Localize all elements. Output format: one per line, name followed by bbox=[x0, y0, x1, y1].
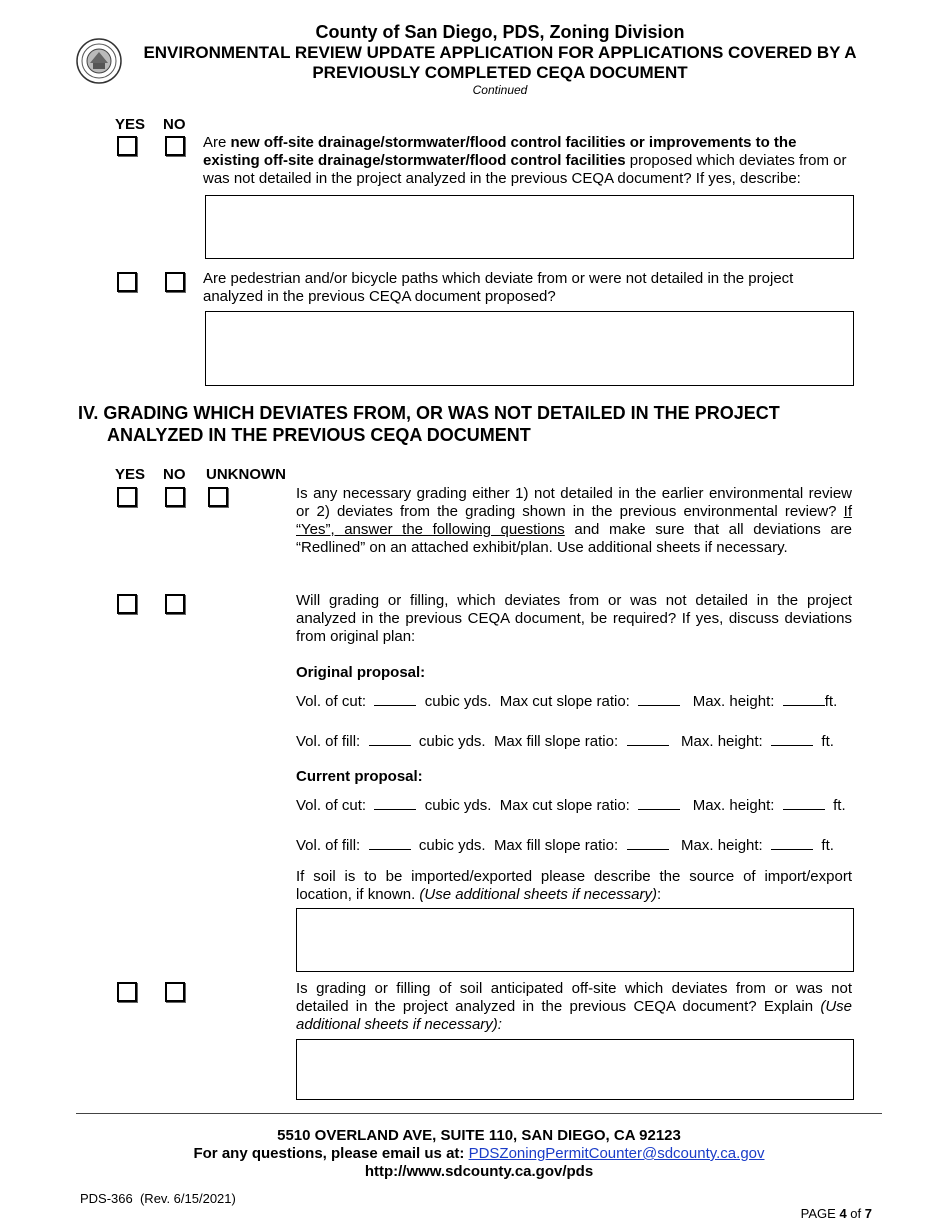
form-id: PDS-366 (Rev. 6/15/2021) bbox=[80, 1191, 236, 1206]
email-link[interactable]: PDSZoningPermitCounter@sdcounty.ca.gov bbox=[468, 1145, 765, 1162]
no-column-header-2: NO bbox=[163, 466, 186, 483]
original-fill-volume-input[interactable] bbox=[369, 732, 411, 746]
original-fill-height-input[interactable] bbox=[771, 732, 813, 746]
offsite-grading-question: Is grading or filling of soil anticipated off-site which deviates from or was not detailed in the project analyzed in the previous CEQA document? Explain (Use additional sheets if necessary): bbox=[296, 980, 852, 1033]
footer-divider bbox=[76, 1113, 882, 1114]
original-cut-volume-input[interactable] bbox=[374, 692, 416, 706]
offsite-explanation-field[interactable] bbox=[296, 1039, 854, 1100]
paths-question: Are pedestrian and/or bicycle paths which deviate from or were not detailed in the project analyzed in the previous CEQA document proposed? bbox=[203, 270, 794, 305]
unknown-column-header: UNKNOWN bbox=[206, 466, 286, 483]
original-fill-row: Vol. of fill: cubic yds. Max fill slope ratio: Max. height: ft. bbox=[296, 733, 834, 750]
original-fill-slope-input[interactable] bbox=[627, 732, 669, 746]
offsite-note-italic: (Use additional sheets if necessary): bbox=[296, 998, 852, 1033]
grading-unknown-checkbox[interactable] bbox=[208, 487, 228, 507]
soil-location-field[interactable] bbox=[296, 908, 854, 972]
drainage-description-field[interactable] bbox=[205, 195, 854, 259]
soil-note-italic: (Use additional sheets if necessary) bbox=[419, 886, 658, 903]
current-proposal-heading: Current proposal: bbox=[296, 768, 423, 785]
no-column-header: NO bbox=[163, 116, 186, 133]
section-iv-title: IV. GRADING WHICH DEVIATES FROM, OR WAS NOT DETAILED IN THE PROJECT ANALYZED IN THE PREVIOUS CEQA DOCUMENT bbox=[78, 403, 780, 445]
soil-import-export-question: If soil is to be imported/exported please describe the source of import/export location, if known. (Use additional sheets if necessary): bbox=[296, 868, 852, 903]
footer-address: 5510 OVERLAND AVE, SUITE 110, SAN DIEGO, CA 92123 bbox=[277, 1127, 681, 1144]
yes-column-header-2: YES bbox=[115, 466, 146, 483]
grading-instruction-underlined: If “Yes”, answer the following questions bbox=[296, 503, 852, 538]
original-proposal-heading: Original proposal: bbox=[296, 664, 426, 681]
filling-question: Will grading or filling, which deviates from or was not detailed in the project analyzed in the previous CEQA document, be required? If yes, discuss deviations from original plan: bbox=[296, 592, 852, 645]
header-subtitle-line1: ENVIRONMENTAL REVIEW UPDATE APPLICATION FOR APPLICATIONS COVERED BY A bbox=[143, 43, 857, 62]
grading-no-checkbox[interactable] bbox=[165, 487, 185, 507]
current-cut-row: Vol. of cut: cubic yds. Max cut slope ratio: Max. height: ft. bbox=[296, 797, 846, 814]
paths-no-checkbox[interactable] bbox=[165, 272, 185, 292]
offsite-no-checkbox[interactable] bbox=[165, 982, 185, 1002]
current-cut-slope-input[interactable] bbox=[638, 796, 680, 810]
drainage-question-bold: new off-site drainage/stormwater/flood control facilities or improvements to the existing off-site drainage/stormwater/flood control facilities bbox=[203, 134, 797, 169]
offsite-yes-checkbox[interactable] bbox=[117, 982, 137, 1002]
filling-yes-checkbox[interactable] bbox=[117, 594, 137, 614]
current-cut-height-input[interactable] bbox=[783, 796, 825, 810]
footer-website: http://www.sdcounty.ca.gov/pds bbox=[364, 1163, 594, 1180]
yes-column-header: YES bbox=[115, 116, 146, 133]
current-fill-slope-input[interactable] bbox=[627, 836, 669, 850]
grading-question: Is any necessary grading either 1) not detailed in the earlier environmental review or 2) deviates from the grading shown in the previous environmental review? If “Yes”, answer the following questions and make sure that all deviations are “Redlined” on an attached exhibit/plan. Use additional sheets if necessary. bbox=[296, 485, 852, 556]
current-cut-volume-input[interactable] bbox=[374, 796, 416, 810]
header-subtitle-line2: PREVIOUSLY COMPLETED CEQA DOCUMENT bbox=[312, 63, 688, 82]
header-continued: Continued bbox=[472, 83, 528, 97]
drainage-yes-checkbox[interactable] bbox=[117, 136, 137, 156]
original-cut-height-input[interactable] bbox=[783, 692, 825, 706]
page-number: PAGE 4 of 7 bbox=[800, 1206, 872, 1221]
original-cut-slope-input[interactable] bbox=[638, 692, 680, 706]
current-fill-row: Vol. of fill: cubic yds. Max fill slope ratio: Max. height: ft. bbox=[296, 837, 834, 854]
drainage-question: Are new off-site drainage/stormwater/flood control facilities or improvements to the existing off-site drainage/stormwater/flood control facilities proposed which deviates from or was not detailed in the project analyzed in the previous CEQA document? If yes, describe: bbox=[203, 134, 847, 187]
paths-yes-checkbox[interactable] bbox=[117, 272, 137, 292]
current-fill-height-input[interactable] bbox=[771, 836, 813, 850]
header-title: County of San Diego, PDS, Zoning Division bbox=[315, 22, 685, 42]
grading-yes-checkbox[interactable] bbox=[117, 487, 137, 507]
paths-description-field[interactable] bbox=[205, 311, 854, 386]
drainage-no-checkbox[interactable] bbox=[165, 136, 185, 156]
current-fill-volume-input[interactable] bbox=[369, 836, 411, 850]
footer-email-line: For any questions, please email us at: PDSZoningPermitCounter@sdcounty.ca.gov bbox=[193, 1145, 765, 1162]
original-cut-row: Vol. of cut: cubic yds. Max cut slope ratio: Max. height: ft. bbox=[296, 693, 838, 710]
filling-no-checkbox[interactable] bbox=[165, 594, 185, 614]
